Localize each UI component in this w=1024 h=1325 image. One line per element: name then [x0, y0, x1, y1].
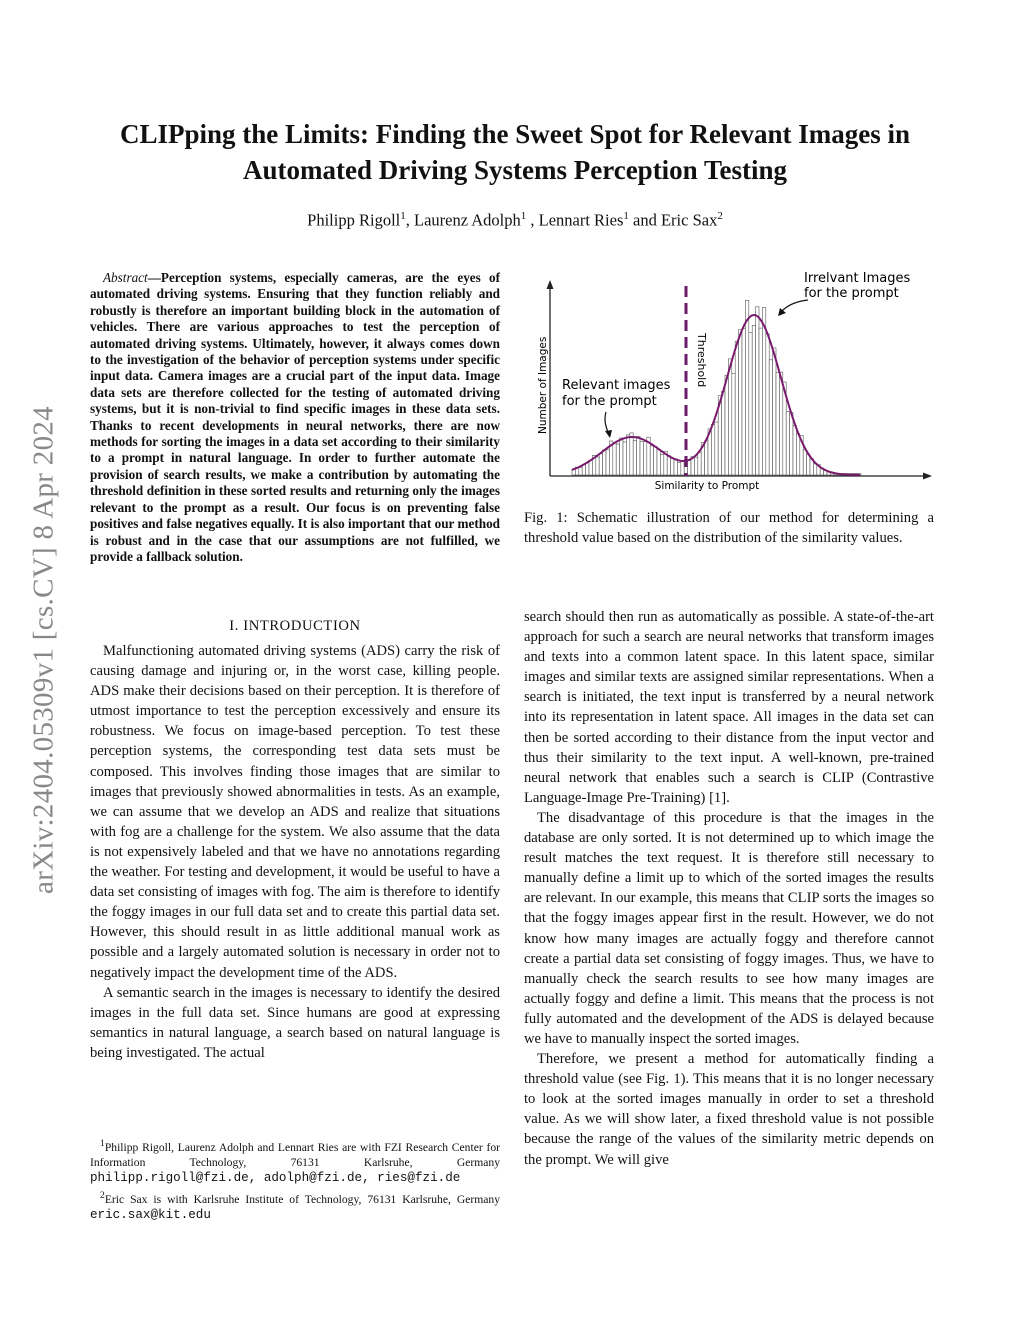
histogram-bar: [762, 307, 765, 475]
histogram-bar: [671, 458, 674, 475]
section-heading-introduction: I. INTRODUCTION: [229, 618, 361, 634]
histogram-bar: [620, 438, 623, 475]
histogram-bar: [596, 457, 599, 475]
histogram-bar: [752, 325, 755, 475]
histogram-bar: [739, 330, 742, 476]
histogram-bar: [745, 300, 748, 475]
irrelevant-label: for the prompt: [804, 286, 899, 301]
histogram-bar: [722, 391, 725, 475]
histogram-bar: [766, 334, 769, 475]
histogram-bar: [698, 453, 701, 475]
histogram-bar: [749, 333, 752, 476]
x-axis-arrow-icon: [923, 473, 932, 480]
arxiv-identifier: arXiv:2404.05309v1 [cs.CV] 8 Apr 2024: [27, 406, 60, 894]
histogram-bar: [803, 450, 806, 475]
relevant-label: for the prompt: [562, 394, 657, 409]
histogram-bar: [640, 442, 643, 475]
histogram-bar: [813, 464, 816, 475]
footnotes: [90, 1136, 500, 1225]
x-axis-label: Similarity to Prompt: [654, 480, 760, 492]
author-separator: ,: [405, 210, 414, 230]
author-affiliation: 1: [623, 210, 629, 222]
author-name: Lennart Ries: [538, 210, 624, 230]
histogram-bar: [773, 348, 776, 475]
histogram-bar: [660, 454, 663, 475]
histogram-bar: [725, 376, 728, 476]
relevant-label: Relevant images: [562, 378, 671, 393]
arxiv-sidebar-stamp: [14, 300, 74, 1000]
histogram-bar: [667, 456, 670, 475]
histogram-bar: [586, 463, 589, 475]
histogram-bar: [694, 457, 697, 475]
paragraph: The disadvantage of this procedure is that the images in the database are only sorted. It is not determined up to which image the result matches the text request. It is therefore still necessary to manually define a limit up to which of the sorted images the results are relevant. In our example, this means that CLIP sorts the images so that the foggy images appear first in the result. However, we do not know how many images are actually foggy and therefore cannot create a partial data set consisting of foggy images. Thus, we have to manually check the search results to see how many images are actually foggy and define a limit. This means that the process is not fully automated and the development of the ADS is delayed because we have to manually inspect the sorted images.: [524, 809, 934, 1047]
author-name: Laurenz Adolph: [413, 210, 521, 230]
paragraph: Malfunctioning automated driving systems (ADS) carry the risk of causing damage and injuring or, in the worst case, killing people. ADS make their decisions based on their perception. It is therefore of utmost importance to test the perception excessively and ensure its robustness. We focus on image-based perception. To test these perception systems, the corresponding test data sets must be composed. This involves finding those images that are similar to images that previously showed abnormalities in tests. As an example, we can assume that we develop an ADS and realize that situations with fog are a challenge for the system. We also assume that the data is not expensively labeled and that we have no annotations regarding the weather. For testing and development, it would be useful to have a data set consisting of images with fog. The aim is therefore to identify the foggy images in our full data set and to create this partial data set. However, this should result in as little additional manual work as possible and a largely automated solution is necessary in order not to negatively impact the development time of the ADS.: [90, 643, 500, 981]
histogram-bar: [735, 341, 738, 475]
threshold-label: Threshold: [695, 333, 708, 388]
histogram-bar: [589, 461, 592, 476]
histogram-bar: [633, 441, 636, 475]
histogram-bar: [742, 329, 745, 475]
histogram-bar: [711, 424, 714, 475]
histogram-bar: [616, 444, 619, 475]
histogram-bar: [786, 412, 789, 475]
author-line: [90, 210, 940, 231]
abstract-text: Perception systems, especially cameras, are the eyes of automated driving systems. Ensuring that they function reliably and robustly is therefore an important building block in the automation of vehicles. There are various approaches to test the perception of automated driving systems. Ultimately, however, it always comes down to the investigation of the behavior of perception systems under specific input data. Camera images are a crucial part of the input data. Image data sets are therefore collected for the testing of automated driving systems, but it is non-trivial to find specific images in these data sets. Thanks to recent developments in neural networks, there are now methods for sorting the images in a data set according to their similarity to a prompt in natural language. In order to further automate the provision of search results, we make a contribution by automating the threshold definition in these sorted results and returning only the images relevant to the prompt as a result. Our focus is on preventing false positives and false negatives equally. It is also important that our method is robust and in the case that our assumptions are not fulfilled, we provide a fallback solution.: [90, 270, 500, 564]
author-separator: ,: [526, 210, 539, 230]
author-name: Eric Sax: [660, 210, 718, 230]
histogram-bar: [630, 433, 633, 475]
histogram-bar: [603, 450, 606, 475]
footnote-email: eric.sax@kit.edu: [90, 1207, 211, 1222]
histogram-bar: [756, 307, 759, 475]
histogram-bar: [677, 463, 680, 475]
footnote-mark: 1: [100, 1138, 105, 1149]
author-separator: and: [628, 210, 661, 230]
histogram-bar: [759, 328, 762, 475]
histogram-bar: [732, 374, 735, 475]
histogram-bar: [674, 459, 677, 475]
histogram-bar: [779, 372, 782, 475]
author-name: Philipp Rigoll: [307, 210, 401, 230]
figure-caption: Fig. 1: Schematic illustration of our method for determining a threshold value based on the distribution of the similarity values.: [524, 510, 934, 546]
irrelevant-arrow: [781, 300, 808, 312]
author-affiliation: 1: [400, 210, 406, 222]
histogram-bar: [688, 461, 691, 476]
histogram-bar: [599, 454, 602, 475]
footnote-mark: 2: [100, 1189, 105, 1201]
histogram-bar: [715, 422, 718, 475]
histogram-bar: [613, 442, 616, 475]
right-column-body: [524, 607, 934, 1170]
y-axis-label: Number of Images: [537, 336, 549, 434]
histogram-bar: [796, 434, 799, 475]
author-affiliation: 1: [520, 210, 527, 222]
y-axis-arrow-icon: [547, 280, 554, 289]
histogram-bar: [650, 446, 653, 475]
left-column-body: [90, 641, 500, 1063]
footnote-emails: philipp.rigoll@fzi.de, adolph@fzi.de, ries@fzi.de: [90, 1170, 461, 1185]
footnote-2: [90, 1188, 500, 1223]
histogram-bar: [606, 450, 609, 475]
footnote-text: Philipp Rigoll, Laurenz Adolph and Lennart Ries are with FZI Research Center for Information Technology, 76131 Karlsruhe, Germany: [90, 1140, 500, 1169]
figure-1-histogram: [528, 262, 934, 498]
histogram-bar: [654, 447, 657, 476]
paragraph: A semantic search in the images is necessary to identify the desired images in the full data set. Since humans are good at expressing semantics in natural language, a search based on natural language is being investigated. The actual: [90, 984, 500, 1061]
histogram-bar: [681, 460, 684, 475]
histogram-bar: [793, 425, 796, 475]
histogram-bar: [643, 442, 646, 475]
abstract: [90, 270, 500, 565]
histogram-bar: [657, 450, 660, 475]
histogram-bar: [626, 435, 629, 475]
histogram-bar: [623, 442, 626, 475]
irrelevant-label: Irrelvant Images: [804, 271, 911, 286]
paper-title: CLIPping the Limits: Finding the Sweet Spot for Relevant Images in Automated Driving Systems Perception Testing: [119, 119, 911, 185]
footnote-1: [90, 1136, 500, 1186]
histogram-bar: [776, 373, 779, 476]
abstract-dash: —: [147, 270, 161, 285]
histogram-bar: [637, 437, 640, 476]
author-affiliation: 2: [717, 210, 723, 222]
paragraph: Therefore, we present a method for automatically finding a threshold value (see Fig. 1). This means that it is no longer necessary to look at the sorted images manually in order to set a threshold value. As we will show later, a fixed threshold value is not possible because the range of the values of the similarity metric depends on the prompt. We will give: [524, 1051, 934, 1168]
histogram-bar: [705, 441, 708, 475]
paragraph: search should then run as automatically as possible. A state-of-the-art approach for such a search are neural networks that transform images and texts into a common latent space. In this latent space, similar images and similar texts are assigned similar representations. When a search is initiated, the text input is transferred by a neural network into its representation in latent space. All images in the data set can then be sorted according to their distance from the input vector and thus their similarity to the text input. A well-known, pre-trained neural network that enables such a search is CLIP (Contrastive Language-Image Pre-Training) [1].: [524, 609, 934, 806]
histogram-bar: [579, 468, 582, 476]
histogram-bar: [807, 455, 810, 476]
histogram-bar: [728, 359, 731, 475]
abstract-label: Abstract: [103, 270, 148, 285]
histogram-bar: [769, 360, 772, 475]
relevant-arrow-icon: [605, 430, 612, 438]
footnote-text: Eric Sax is with Karlsruhe Institute of Technology, 76131 Karlsruhe, Germany: [104, 1192, 500, 1206]
histogram-bar: [790, 412, 793, 475]
